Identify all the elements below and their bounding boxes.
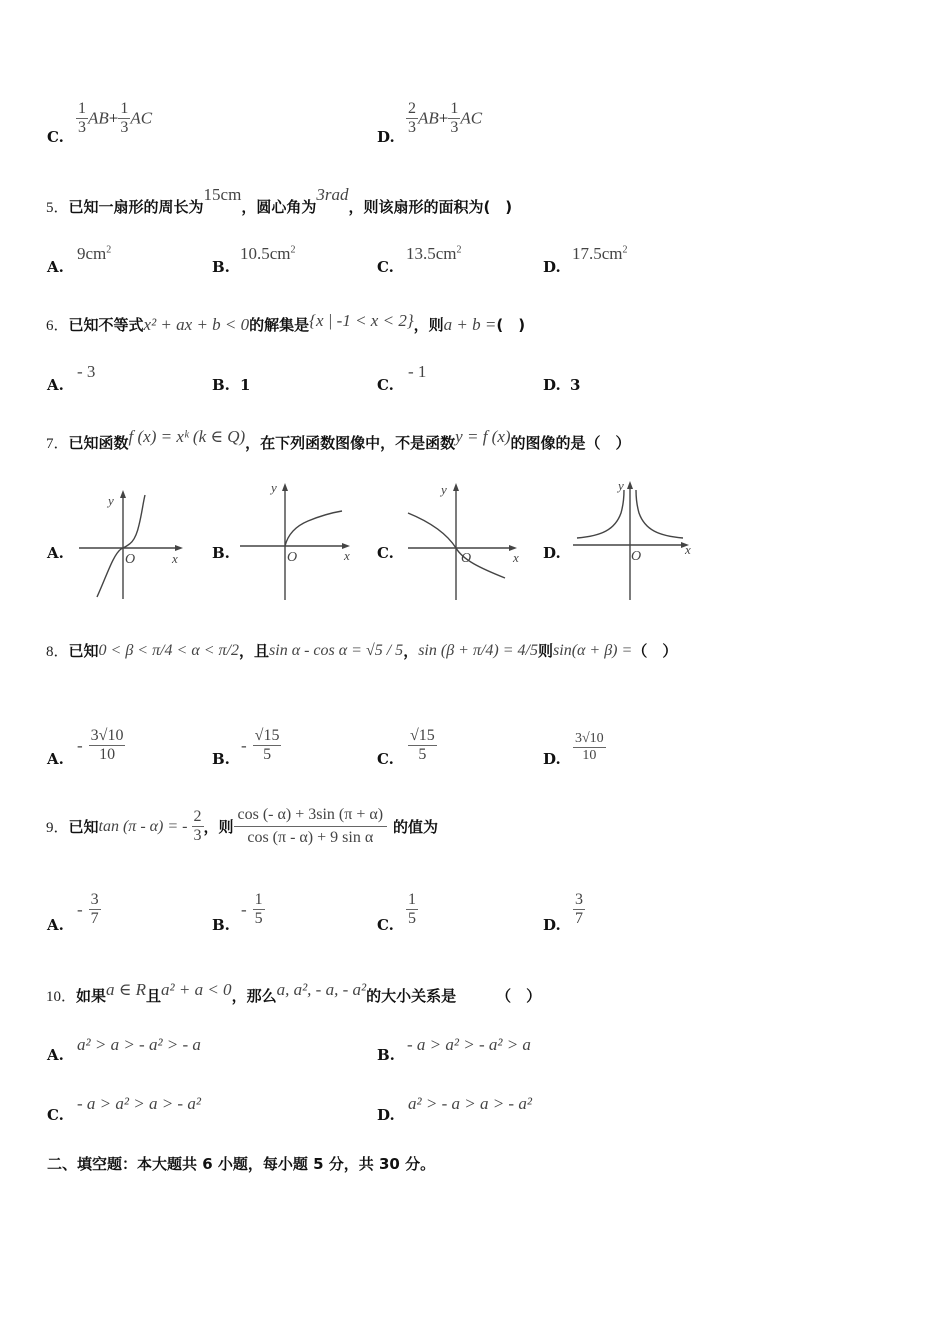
math-inequality: x² + ax + b < 0: [143, 315, 250, 334]
math-condition: 0 < β < π/4 < α < π/2: [98, 641, 240, 659]
q6-option-d-label: D.: [543, 376, 561, 394]
q10-option-c-label: C.: [47, 1106, 64, 1124]
denominator: 10: [99, 746, 116, 764]
denominator: 5: [408, 910, 416, 928]
q10-option-a-value: a² > a > - a² > - a: [77, 1035, 201, 1054]
denominator: 3: [408, 119, 416, 137]
numerator: 1: [76, 100, 88, 119]
svg-text:O: O: [461, 551, 472, 566]
section-heading: 二、填空题：本大题共 6 小题，每小题 5 分，共 30 分。: [47, 1155, 436, 1173]
value: 17.5cm: [572, 244, 623, 263]
q8-option-a-value: [77, 727, 125, 765]
q8-option-d-value: [573, 731, 606, 764]
denominator: 10: [582, 748, 597, 764]
q7-option-c-label: C.: [377, 544, 394, 562]
question-number: 5．: [46, 200, 69, 216]
math-items: a, a², - a, - a²: [276, 980, 367, 999]
q6-option-b-label: B.: [212, 376, 230, 394]
fraction: [118, 100, 130, 138]
math-equation: sin (β + π/4) = 4/5: [418, 641, 538, 659]
q10-option-d-value: a² > - a > a > - a²: [408, 1094, 532, 1113]
svg-text:y: y: [618, 478, 624, 493]
graph-c-icon: [405, 478, 525, 603]
numerator: 2: [406, 100, 418, 119]
q9-option-d-value: [573, 891, 585, 929]
question-5-stem: [46, 185, 513, 217]
question-9-stem: [46, 806, 438, 848]
stem-text: 已知: [68, 642, 99, 660]
math-angle: 3rad: [316, 185, 349, 204]
question-number: 8．: [46, 644, 69, 660]
q5-option-b-label: B.: [212, 258, 230, 276]
q10-option-b-value: - a > a² > - a² > a: [407, 1035, 531, 1054]
stem-text: 已知函数: [68, 434, 129, 452]
denominator: 3: [450, 119, 459, 137]
q4-option-d-label: D.: [377, 128, 395, 146]
graph-b-icon: [238, 478, 363, 603]
vector-ac: AC: [130, 108, 153, 128]
vector-ab: AB: [418, 108, 439, 128]
svg-text:O: O: [287, 550, 298, 565]
stem-text: ( ): [496, 316, 526, 334]
stem-text: ，那么: [231, 987, 277, 1005]
q4-option-c-label: C.: [47, 128, 64, 146]
math-solution-set: {x | -1 < x < 2}: [309, 311, 414, 330]
math-condition: a ∈ R: [106, 980, 146, 999]
q9-option-b-label: B.: [212, 916, 230, 934]
fraction: [253, 727, 282, 765]
numerator: 1: [448, 100, 460, 119]
math-perimeter: 15cm: [203, 185, 242, 204]
sign: -: [241, 899, 247, 919]
fraction: [192, 808, 204, 846]
q9-option-c-label: C.: [377, 916, 394, 934]
stem-text: 的解集是: [249, 316, 310, 334]
denominator: 3: [78, 119, 86, 137]
q10-option-c-value: - a > a² > a > - a²: [77, 1094, 201, 1113]
plus-sign: +: [438, 108, 449, 128]
numerator: 1: [118, 100, 130, 119]
vector-ab: AB: [88, 108, 109, 128]
q4-option-d-expr: [406, 100, 482, 138]
numerator: 2: [193, 808, 202, 825]
denominator: cos (π - α) + 9 sin α: [247, 829, 374, 847]
q5-option-b-value: [240, 244, 296, 264]
q10-option-b-label: B.: [377, 1046, 395, 1064]
q5-option-a-value: [77, 244, 111, 264]
graph-c: [405, 478, 525, 603]
fraction: [573, 731, 606, 764]
q7-option-d-label: D.: [543, 544, 561, 562]
graph-d-icon: [571, 478, 701, 603]
main-fraction: [234, 806, 388, 848]
question-6-stem: [46, 311, 526, 335]
svg-text:O: O: [631, 549, 642, 564]
stem-text: 已知一扇形的周长为: [68, 198, 204, 216]
exponent: 2: [456, 244, 462, 256]
value: 13.5cm: [406, 244, 457, 263]
fraction: [89, 727, 126, 765]
fraction: [448, 100, 460, 138]
stem-text: ，且: [239, 642, 270, 660]
math-ask: sin(α + β) =: [553, 641, 633, 659]
q6-option-b-value: 1: [240, 376, 251, 394]
q8-option-b-value: [241, 727, 281, 765]
stem-text: 的大小关系是: [366, 987, 457, 1005]
fraction: [76, 100, 88, 138]
q6-option-a-label: A.: [47, 376, 64, 394]
q9-option-a-label: A.: [47, 916, 64, 934]
stem-text: 的值为: [393, 818, 439, 837]
q7-option-b-label: B.: [212, 544, 230, 562]
denominator: 3: [193, 827, 202, 845]
q4-option-c-expr: [76, 100, 152, 138]
stem-text: ，圆心角为: [241, 198, 317, 216]
math-expression: a + b =: [443, 315, 497, 334]
question-number: 9．: [46, 820, 69, 837]
svg-text:y: y: [441, 482, 447, 497]
sign: -: [241, 735, 247, 755]
stem-text: 已知: [68, 818, 99, 837]
fraction: [406, 100, 418, 138]
q5-option-c-value: [406, 244, 462, 264]
denominator: 5: [263, 746, 272, 764]
fraction: [89, 891, 101, 929]
q8-option-a-label: A.: [47, 750, 64, 768]
q6-option-a-value: - 3: [77, 362, 96, 381]
exponent: 2: [106, 244, 112, 256]
svg-text:y: y: [108, 493, 114, 508]
stem-text: 且: [146, 987, 162, 1005]
svg-text:x: x: [172, 551, 178, 566]
stem-text: 则: [538, 642, 554, 660]
q9-option-a-value: [77, 891, 101, 929]
q8-option-d-label: D.: [543, 750, 561, 768]
stem-text: 已知不等式: [68, 316, 144, 334]
q8-option-c-value: [408, 727, 437, 765]
stem-text: 如果: [76, 987, 107, 1005]
value: 10.5cm: [240, 244, 291, 263]
denominator: 7: [575, 910, 583, 928]
numerator: 1: [406, 891, 418, 910]
q9-option-b-value: [241, 891, 265, 929]
q5-option-d-label: D.: [543, 258, 561, 276]
q7-option-a-label: A.: [47, 544, 64, 562]
graph-b: [238, 478, 363, 603]
q9-option-d-label: D.: [543, 916, 561, 934]
denominator: 5: [254, 910, 263, 928]
q6-option-c-value: - 1: [408, 362, 427, 381]
numerator: √15: [408, 727, 437, 746]
denominator: 7: [90, 910, 99, 928]
graph-a-icon: [75, 485, 190, 603]
numerator: 3√10: [89, 727, 126, 746]
question-number: 6．: [46, 318, 69, 334]
sign: -: [77, 899, 83, 919]
q6-option-d-value: 3: [570, 376, 581, 394]
q10-option-a-label: A.: [47, 1046, 64, 1064]
stem-text: （ ）: [632, 642, 678, 660]
stem-text: 的图像的是（ ）: [510, 434, 631, 452]
plus-sign: +: [108, 108, 119, 128]
fraction: [408, 727, 437, 765]
stem-text: ，: [403, 642, 419, 660]
q5-option-c-label: C.: [377, 258, 394, 276]
stem-text: ，在下列函数图像中，不是函数: [245, 434, 456, 452]
question-7-stem: [46, 427, 631, 453]
question-number: 10．: [46, 989, 77, 1005]
q5-option-a-label: A.: [47, 258, 64, 276]
math-function: y = f (x): [455, 427, 511, 446]
sign: -: [77, 735, 83, 755]
numerator: √15: [253, 727, 282, 746]
answer-blank: （ ）: [496, 987, 542, 1005]
denominator: 3: [120, 119, 129, 137]
svg-text:y: y: [271, 480, 277, 495]
fraction: [253, 891, 265, 929]
vector-ac: AC: [460, 108, 483, 128]
q8-option-b-label: B.: [212, 750, 230, 768]
math-function: f (x) = xᵏ (k ∈ Q): [128, 427, 246, 446]
q10-option-d-label: D.: [377, 1106, 395, 1124]
fraction: [406, 891, 418, 929]
q8-option-c-label: C.: [377, 750, 394, 768]
stem-text: ，则: [203, 818, 234, 837]
graph-a: [75, 485, 190, 603]
svg-text:x: x: [685, 542, 691, 557]
svg-text:O: O: [125, 552, 136, 567]
exponent: 2: [290, 244, 296, 256]
q5-option-d-value: [572, 244, 628, 264]
numerator: 3: [573, 891, 585, 910]
numerator: 3√10: [573, 731, 606, 748]
math-condition: a² + a < 0: [161, 980, 232, 999]
numerator: 3: [89, 891, 101, 910]
stem-text: ，则: [413, 316, 444, 334]
value: 9cm: [77, 244, 107, 263]
question-8-stem: [46, 640, 677, 661]
denominator: 5: [418, 746, 427, 764]
stem-text: ，则该扇形的面积为( ): [348, 198, 513, 216]
numerator: 1: [253, 891, 265, 910]
question-number: 7．: [46, 436, 69, 452]
exponent: 2: [622, 244, 628, 256]
question-10-stem: [46, 980, 542, 1006]
math-lhs: tan (π - α) = -: [98, 817, 188, 835]
math-equation: sin α - cos α = √5 / 5: [269, 641, 404, 659]
q6-option-c-label: C.: [377, 376, 394, 394]
svg-text:x: x: [513, 550, 519, 565]
q9-option-c-value: [406, 891, 418, 929]
numerator: cos (- α) + 3sin (π + α): [234, 806, 388, 827]
graph-d: [571, 478, 701, 603]
svg-text:x: x: [344, 548, 350, 563]
fraction: [573, 891, 585, 929]
